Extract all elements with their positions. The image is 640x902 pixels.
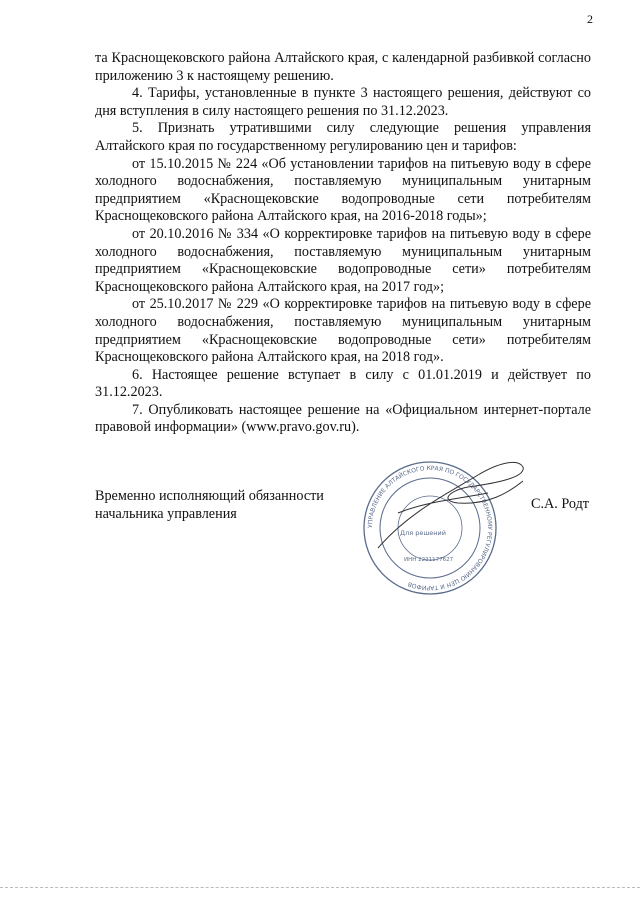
document-body [95,50,591,437]
seal-inner-text: Для решений [400,529,446,537]
svg-text:УПРАВЛЕНИЕ АЛТАЙСКОГО КРАЯ ПО [367,465,493,591]
signatory-position-line1: Временно исполняющий обязанности [95,488,324,504]
paragraph-item-6: 6. Настоящее решение вступает в силу с 01.01.2019 и действует по 31.12.2023. [95,366,591,401]
signatory-position-line2: начальника управления [95,505,237,522]
signatory-name: С.А. Родт [531,496,589,512]
seal-outer-text: УПРАВЛЕНИЕ АЛТАЙСКОГО КРАЯ ПО ГОСУДАРСТВЕННОМУ РЕГУЛИРОВАНИЮ ЦЕН И ТАРИФОВ [366,464,494,592]
paragraph-continuation: та Краснощековского района Алтайского края, с календарной разбивкой согласно приложению 3 к настоящему решению. [95,50,591,84]
paragraph-item-7: 7. Опубликовать настоящее решение на «Официальном интернет-портале правовой информации» (www.pravo.gov.ru). [95,401,591,436]
signatory-position [95,488,324,523]
seal-inn-text: ИНН 2221177627 [404,557,454,563]
page-bottom-edge [0,887,640,888]
paragraph-item-5: 5. Признать утратившими силу следующие решения управления Алтайского края по государственному регулированию цен и тарифов: [95,120,591,154]
repealed-decision-2016: от 20.10.2016 № 334 «О корректировке тарифов на питьевую воду в сфере холодного водоснабжения, поставляемую муниципальным унитарным предприятием «Краснощековские водопроводные сети» потребителям Краснощековского района Алтайского края, на 2017 год»; [95,225,591,295]
page-number: 2 [587,12,593,26]
repealed-decision-2015: от 15.10.2015 № 224 «Об установлении тарифов на питьевую воду в сфере холодного водоснабжения, поставляемую муниципальным унитарным предприятием «Краснощековские водопроводные сети потребителям Краснощековского района Алтайского края, на 2016-2018 годы»; [95,155,591,225]
paragraph-item-4: 4. Тарифы, установленные в пункте 3 настоящего решения, действуют со дня вступления в силу настоящего решения по 31.12.2023. [95,85,591,119]
repealed-decision-2017: от 25.10.2017 № 229 «О корректировке тарифов на питьевую воду в сфере холодного водоснабжения, поставляемую муниципальным унитарным предприятием «Краснощековские водопроводные сети» потребителям Краснощековского района Алтайского края, на 2018 год». [95,296,591,366]
official-seal-with-signature [358,453,538,603]
